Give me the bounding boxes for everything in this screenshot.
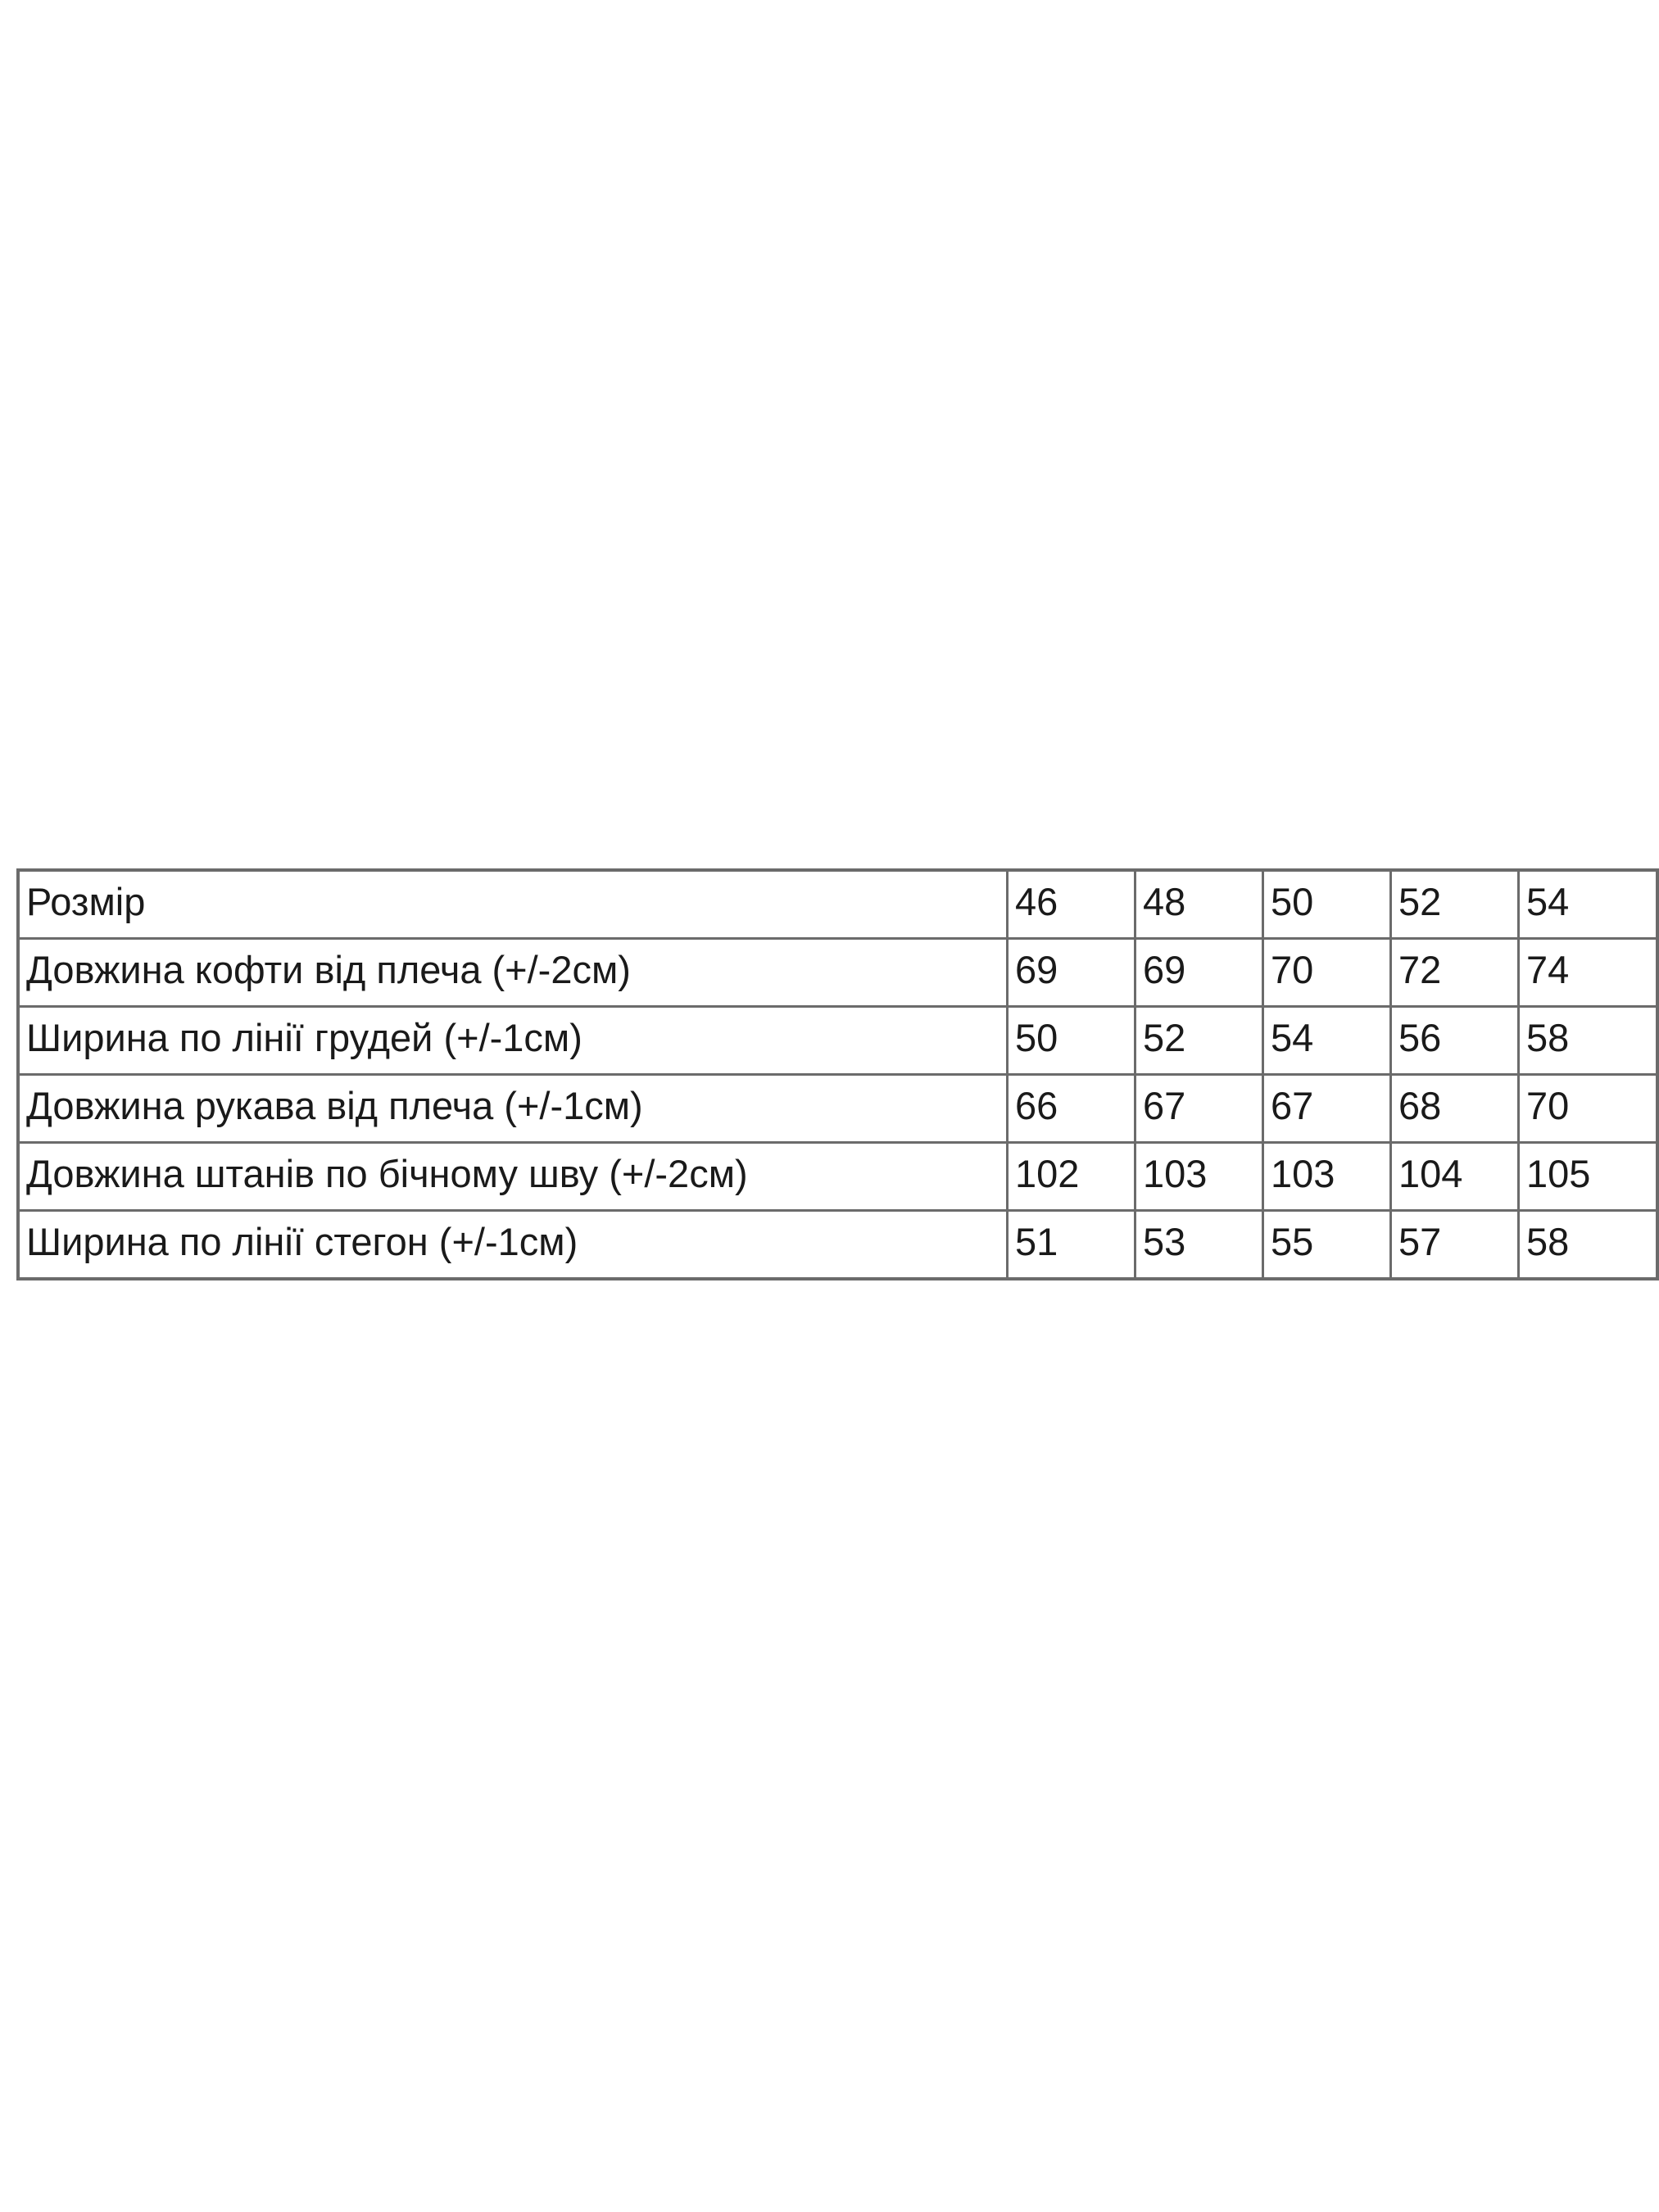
row-value: 105 xyxy=(1519,1143,1658,1211)
row-value: 66 xyxy=(1008,1075,1135,1143)
row-label: Розмір xyxy=(18,870,1008,939)
row-value: 67 xyxy=(1263,1075,1391,1143)
row-value: 69 xyxy=(1008,939,1135,1007)
row-value: 52 xyxy=(1135,1007,1263,1075)
row-value: 48 xyxy=(1135,870,1263,939)
row-label: Ширина по лінії стегон (+/-1см) xyxy=(18,1211,1008,1280)
size-chart-table xyxy=(16,868,1659,1281)
row-label: Ширина по лінії грудей (+/-1см) xyxy=(18,1007,1008,1075)
row-value: 58 xyxy=(1519,1211,1658,1280)
table-row xyxy=(18,1007,1657,1075)
row-label: Довжина рукава від плеча (+/-1см) xyxy=(18,1075,1008,1143)
table-row xyxy=(18,870,1657,939)
row-value: 103 xyxy=(1135,1143,1263,1211)
row-value: 102 xyxy=(1008,1143,1135,1211)
row-value: 103 xyxy=(1263,1143,1391,1211)
row-value: 57 xyxy=(1391,1211,1519,1280)
row-value: 70 xyxy=(1263,939,1391,1007)
table-row xyxy=(18,939,1657,1007)
row-value: 67 xyxy=(1135,1075,1263,1143)
row-value: 46 xyxy=(1008,870,1135,939)
row-value: 69 xyxy=(1135,939,1263,1007)
table-row xyxy=(18,1143,1657,1211)
row-value: 53 xyxy=(1135,1211,1263,1280)
row-value: 70 xyxy=(1519,1075,1658,1143)
row-label: Довжина штанів по бічному шву (+/-2см) xyxy=(18,1143,1008,1211)
row-value: 104 xyxy=(1391,1143,1519,1211)
row-value: 51 xyxy=(1008,1211,1135,1280)
row-value: 74 xyxy=(1519,939,1658,1007)
row-label: Довжина кофти від плеча (+/-2см) xyxy=(18,939,1008,1007)
row-value: 58 xyxy=(1519,1007,1658,1075)
row-value: 54 xyxy=(1263,1007,1391,1075)
row-value: 55 xyxy=(1263,1211,1391,1280)
row-value: 56 xyxy=(1391,1007,1519,1075)
row-value: 52 xyxy=(1391,870,1519,939)
row-value: 54 xyxy=(1519,870,1658,939)
table-row xyxy=(18,1075,1657,1143)
row-value: 72 xyxy=(1391,939,1519,1007)
table-row xyxy=(18,1211,1657,1280)
row-value: 50 xyxy=(1263,870,1391,939)
row-value: 68 xyxy=(1391,1075,1519,1143)
row-value: 50 xyxy=(1008,1007,1135,1075)
size-chart-container xyxy=(16,868,1659,1281)
